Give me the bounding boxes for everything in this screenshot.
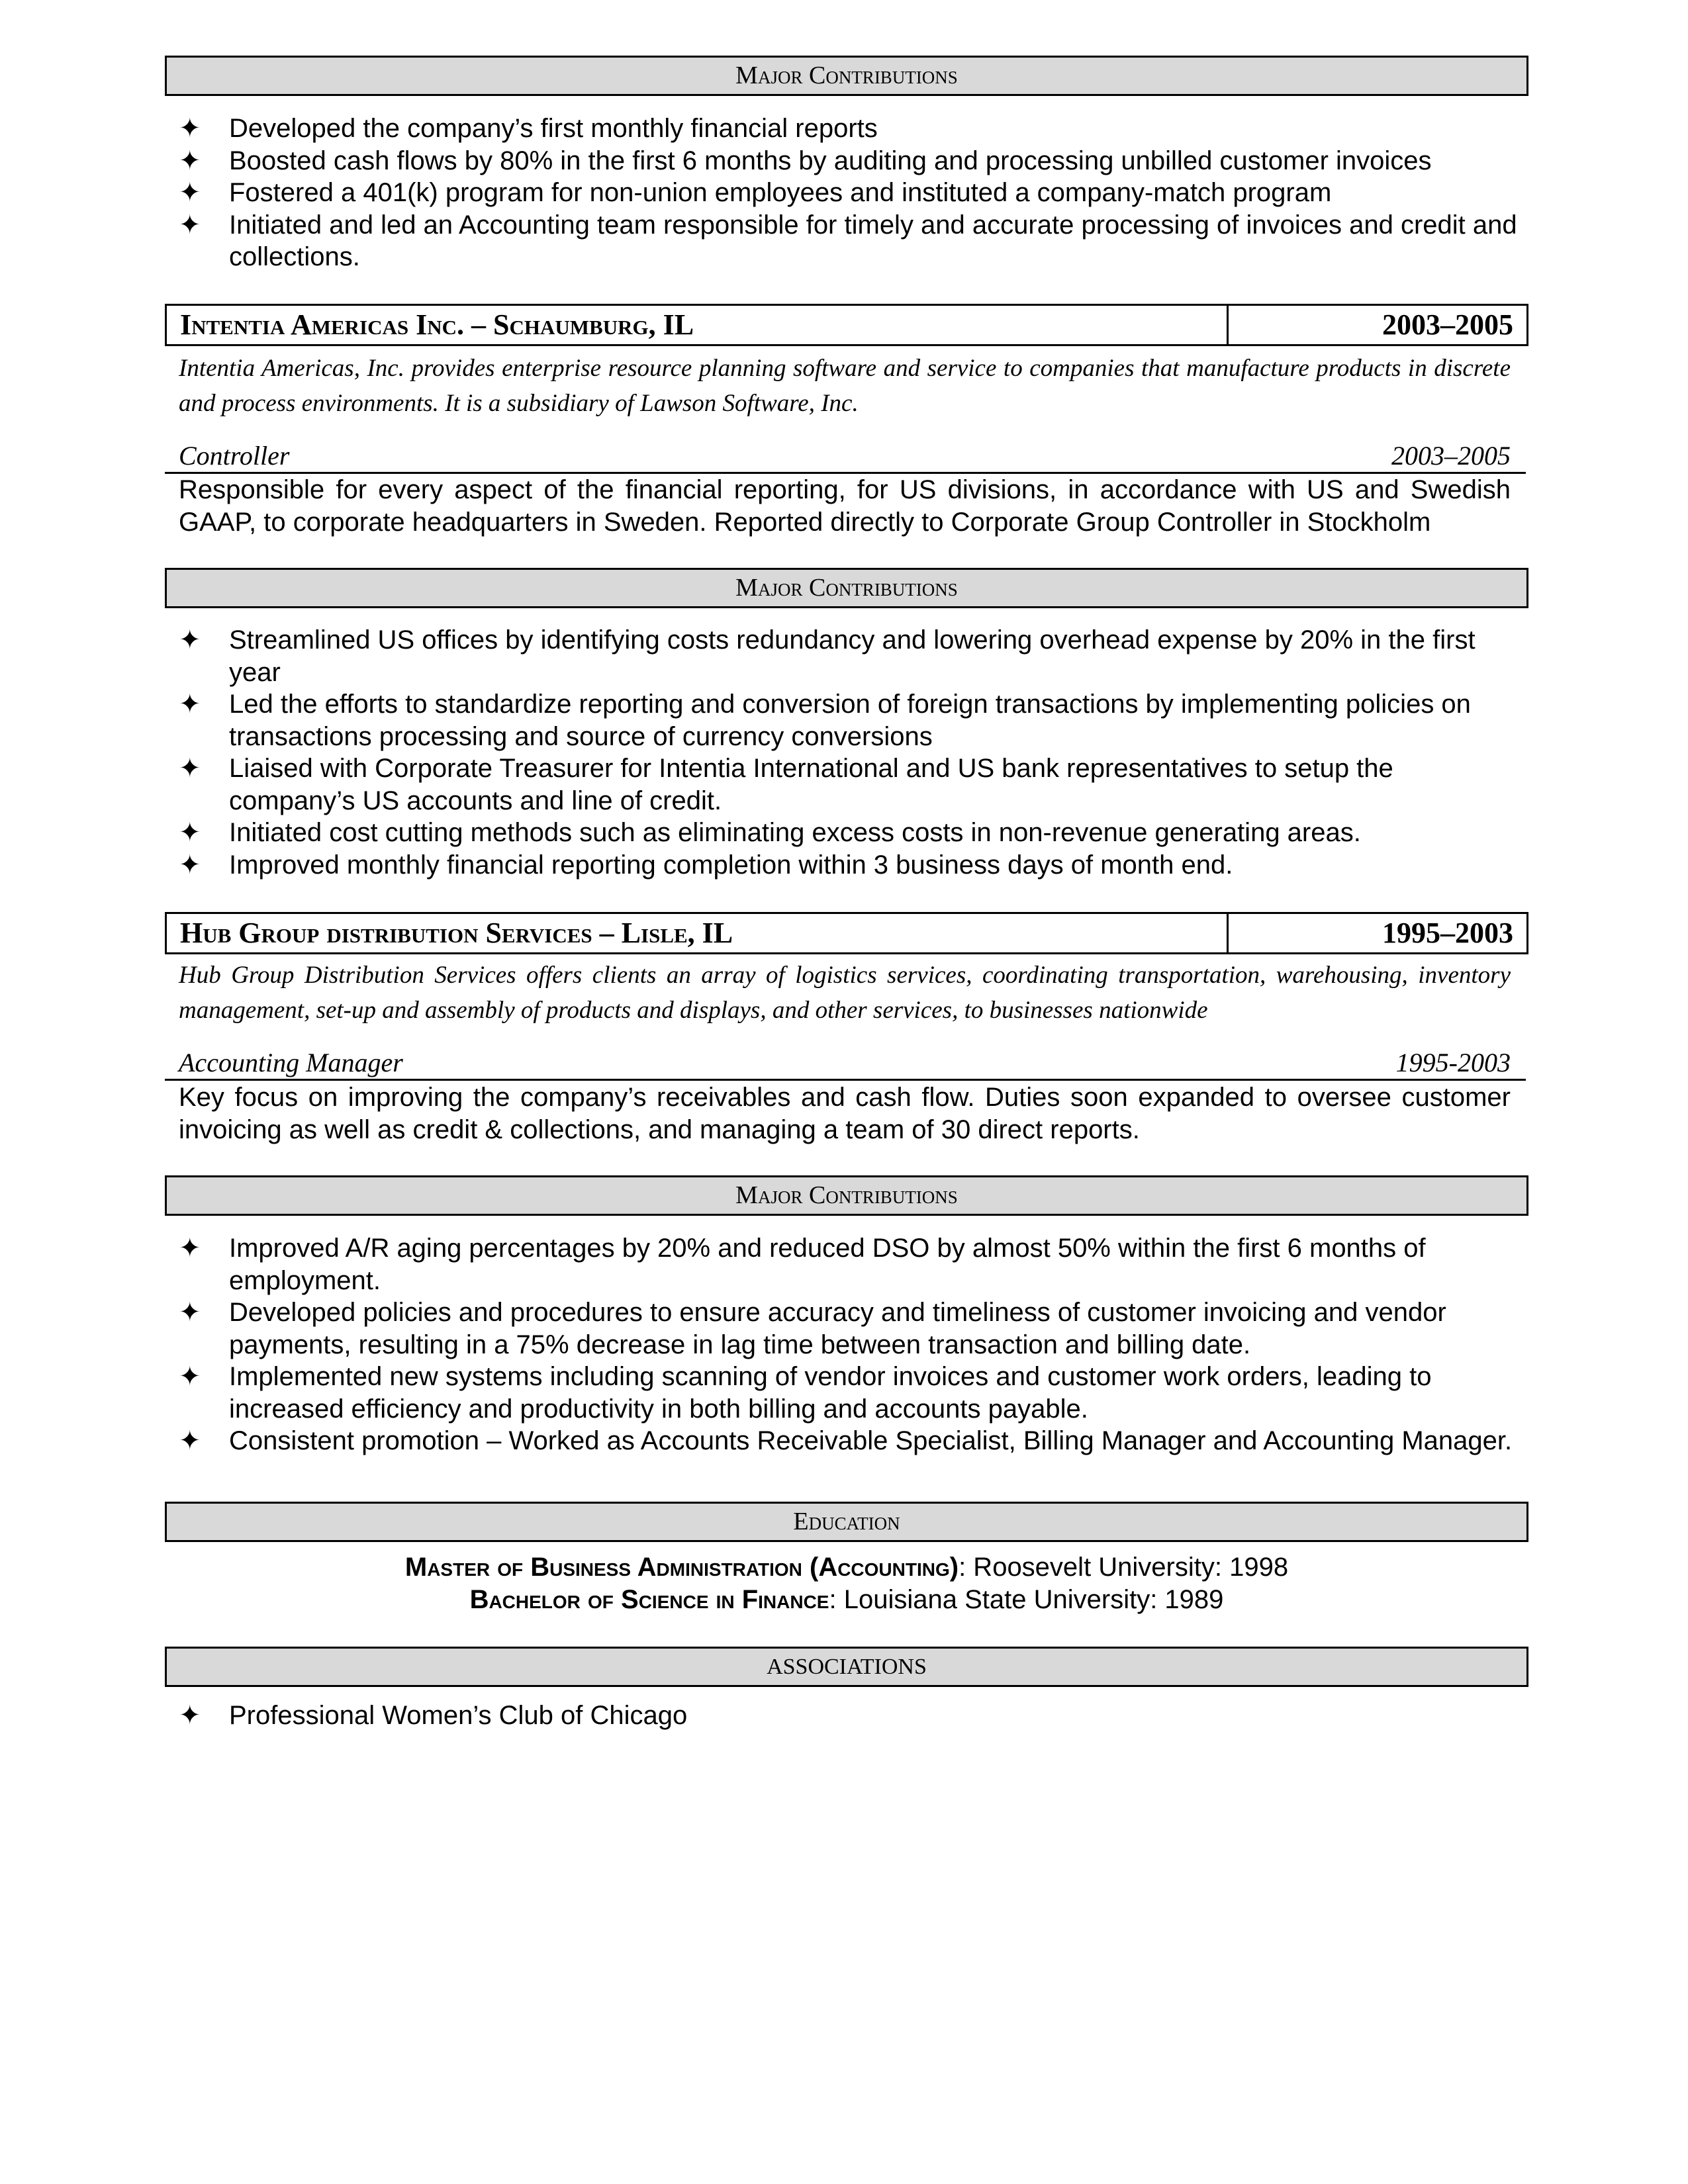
company-header-intentia	[165, 304, 1528, 346]
bullet-star-icon: ✦	[179, 178, 201, 207]
job-summary: Key focus on improving the company’s receivables and cash flow. Duties soon expanded to oversee customer invoicing as well as credit & collections, and managing a team of 30 direct reports.	[179, 1083, 1511, 1144]
education-list	[165, 1551, 1528, 1615]
job-years: 2003–2005	[1391, 441, 1511, 471]
bullet-star-icon: ✦	[179, 114, 201, 143]
list-item: ✦ Improved monthly financial reporting completion within 3 business days of month end.	[179, 849, 1523, 882]
list-item: ✦ Initiated cost cutting methods such as eliminating excess costs in non-revenue generating areas.	[179, 817, 1523, 849]
company-years: 1995–2003	[1382, 917, 1513, 949]
section-header-major-contributions: Major Contributions	[165, 568, 1528, 608]
section-header-associations: ASSOCIATIONS	[165, 1647, 1528, 1687]
bullet-star-icon: ✦	[179, 210, 201, 240]
bullet-star-icon: ✦	[179, 1298, 201, 1327]
bullet-star-icon: ✦	[179, 625, 201, 655]
job-title: Accounting Manager	[179, 1048, 403, 1077]
list-item: ✦ Streamlined US offices by identifying costs redundancy and lowering overhead expense by 20% in the first year	[179, 625, 1476, 687]
company-years: 2003–2005	[1382, 308, 1513, 341]
bullet-star-icon: ✦	[179, 146, 201, 175]
list-item: ✦ Developed policies and procedures to ensure accuracy and timeliness of customer invoicing and vendor payments, resulting in a 75% decrease in lag time between transaction and billing date.	[179, 1298, 1446, 1359]
section-header-major-contributions: Major Contributions	[165, 1175, 1528, 1216]
education-item: Master of Business Administration (Accounting): Roosevelt University: 1998	[404, 1553, 1289, 1582]
bullet-star-icon: ✦	[179, 1362, 201, 1391]
bullet-star-icon: ✦	[179, 1426, 201, 1455]
company-header-hub-group	[165, 912, 1528, 954]
company-description: Intentia Americas, Inc. provides enterprise resource planning software and service to companies that manufacture products in discrete and process environments. It is a subsidiary of Lawson Software, Inc.	[179, 355, 1511, 417]
bullet-star-icon: ✦	[179, 818, 201, 847]
job-title-row	[165, 440, 1526, 474]
bullet-star-icon: ✦	[179, 850, 201, 880]
education-item: Bachelor of Science in Finance: Louisiana State University: 1989	[469, 1584, 1224, 1614]
contributions-list	[179, 624, 1523, 881]
contributions-list	[179, 1232, 1523, 1457]
company-description: Hub Group Distribution Services offers clients an array of logistics services, coordinating transportation, warehousing, inventory management, set-up and assembly of products and displays, and other services, to businesses nationwide	[179, 962, 1511, 1024]
company-name: Intentia Americas Inc. – Schaumburg, IL	[167, 306, 1229, 344]
list-item: ✦ Initiated and led an Accounting team responsible for timely and accurate processing of invoices and credit and collections.	[179, 210, 1517, 271]
list-item: ✦ Consistent promotion – Worked as Accounts Receivable Specialist, Billing Manager and Accounting Manager.	[179, 1425, 1523, 1457]
bullet-star-icon: ✦	[179, 754, 201, 783]
list-item: ✦ Implemented new systems including scanning of vendor invoices and customer work orders, leading to increased efficiency and productivity in both billing and accounts payable.	[179, 1362, 1432, 1424]
job-years: 1995-2003	[1395, 1048, 1511, 1077]
job-title-row	[165, 1047, 1526, 1081]
bullet-star-icon: ✦	[179, 1234, 201, 1263]
section-header-major-contributions: Major Contributions	[165, 56, 1528, 96]
list-item: ✦ Improved A/R aging percentages by 20% and reduced DSO by almost 50% within the first 6 months of employment.	[179, 1234, 1426, 1295]
list-item: ✦ Fostered a 401(k) program for non-union employees and instituted a company-match program	[179, 177, 1523, 209]
section-header-education: Education	[165, 1502, 1528, 1542]
list-item: ✦ Boosted cash flows by 80% in the first 6 months by auditing and processing unbilled customer invoices	[179, 145, 1523, 177]
contributions-list	[179, 113, 1523, 273]
list-item: ✦ Liaised with Corporate Treasurer for Intentia International and US bank representatives to setup the company’s US accounts and line of credit.	[179, 754, 1393, 815]
job-title: Controller	[179, 441, 290, 471]
bullet-star-icon: ✦	[179, 1701, 201, 1730]
company-name: Hub Group distribution Services – Lisle, IL	[167, 914, 1229, 952]
list-item: ✦ Developed the company’s first monthly financial reports	[179, 113, 1523, 145]
job-summary: Responsible for every aspect of the financial reporting, for US divisions, in accordance with US and Swedish GAAP, to corporate headquarters in Sweden. Reported directly to Corporate Group Controller in Stockholm	[179, 475, 1511, 537]
bullet-star-icon: ✦	[179, 690, 201, 719]
associations-list	[179, 1700, 1523, 1732]
list-item: ✦ Professional Women’s Club of Chicago	[179, 1700, 1523, 1732]
list-item: ✦ Led the efforts to standardize reporting and conversion of foreign transactions by implementing policies on transactions processing and source of currency conversions	[179, 690, 1471, 751]
